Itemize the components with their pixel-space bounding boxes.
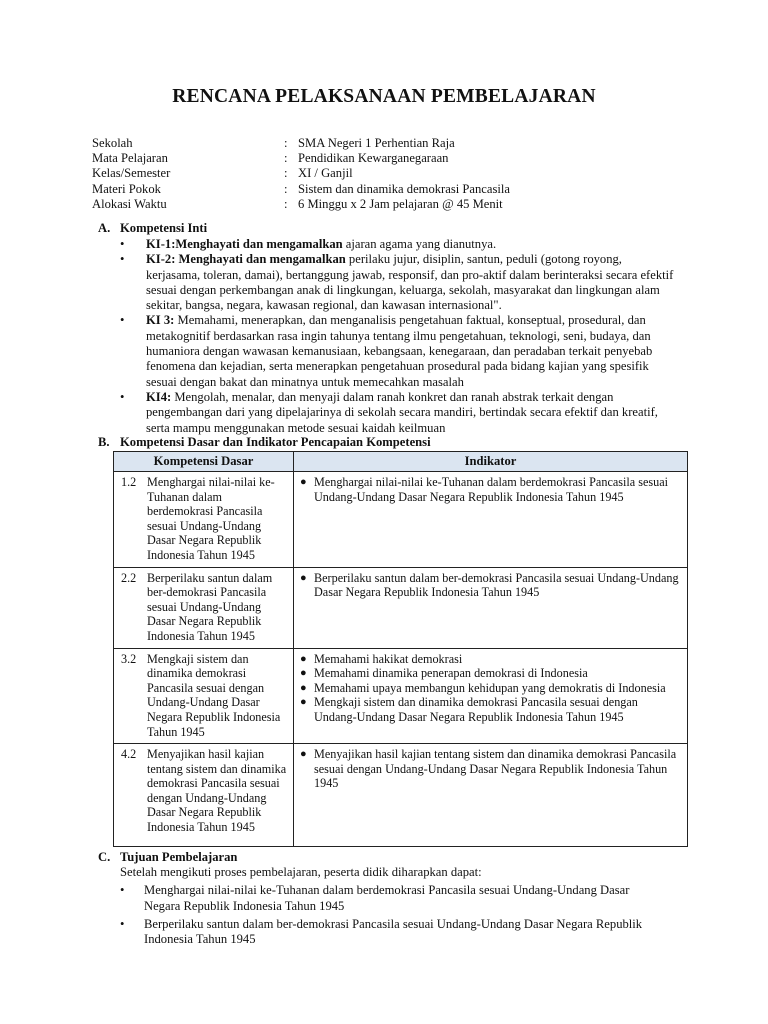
kd-number: 4.2	[121, 747, 137, 762]
meta-value: Pendidikan Kewarganegaraan	[298, 151, 449, 166]
meta-row-alokasi-waktu	[92, 197, 510, 212]
bullet-icon: •	[120, 252, 125, 267]
kd-number: 2.2	[121, 570, 137, 585]
list-item	[118, 313, 678, 389]
indikator-text: Menyajikan hasil kajian tentang sistem dan dinamika demokrasi Pancasila sesuai dengan Undang-Undang Dasar Negara Republik Indonesia Tahun 1945	[314, 747, 677, 791]
section-title: Tujuan Pembelajaran	[120, 850, 238, 864]
indikator-item	[298, 666, 683, 681]
list-item	[118, 252, 678, 313]
ki-text: Memahami, menerapkan, dan menganalisis pengetahuan faktual, konseptual, prosedural, dan metakognitif berdasarkan rasa ingin tahunya tentang ilmu pengetahuan, teknologi, seni, budaya, dan humaniora dengan wawasan kemanusiaan, kebangsaan, kenegaraan, dan peradaban terkait penyebab fenomena dan kejadian, serta menerapkan pengetahuan prosedural pada bidang kajian yang spesifik sesuai dengan bakat dan minatnya untuk memecahkan masalah	[146, 313, 653, 389]
indikator-text: Memahami upaya membangun kehidupan yang demokratis di Indonesia	[314, 680, 666, 695]
meta-label: Materi Pokok	[92, 181, 161, 196]
table-row	[114, 472, 688, 568]
ki-text: perilaku jujur, disiplin, santun, peduli (gotong royong, kerjasama, toleran, damai), bertanggung jawab, responsif, dan pro-aktif dalam berinteraksi secara efektif sesuai dengan perkembangan anak di lingkungan, keluarga, sekolah, masyarakat dan lingkungan alam sekitar, bangsa, negara, kawasan regional, dan kawasan internasional".	[146, 252, 674, 313]
bullet-icon: ●	[300, 667, 307, 680]
indikator-text: Memahami hakikat demokrasi	[314, 651, 463, 666]
kd-cell	[114, 567, 294, 648]
section-title: Kompetensi Dasar dan Indikator Pencapaian Kompetensi	[120, 435, 431, 449]
meta-value: SMA Negeri 1 Perhentian Raja	[298, 136, 455, 150]
kd-text: Mengkaji sistem dan dinamika demokrasi Pancasila sesuai dengan Undang-Undang Dasar Negara Republik Indonesia Tahun 1945	[147, 651, 281, 739]
ki-text: Mengolah, menalar, dan menyaji dalam ranah konkret dan ranah abstrak terkait dengan pengembangan dari yang dipelajarinya di sekolah secara mandiri, bertindak secara efektif dan kreatif, serta mampu menggunakan metode sesuai kaidah keilmuan	[146, 389, 658, 435]
section-b-heading	[98, 435, 431, 450]
bullet-icon: ●	[300, 652, 307, 665]
indikator-text: Berperilaku santun dalam ber-demokrasi Pancasila sesuai Undang-Undang Dasar Negara Republik Indonesia Tahun 1945	[314, 570, 679, 600]
meta-value: 6 Minggu x 2 Jam pelajaran @ 45 Menit	[298, 196, 503, 211]
meta-colon: :	[284, 151, 288, 166]
indikator-item	[298, 695, 683, 724]
table-header-row	[114, 452, 688, 472]
section-c-intro: Setelah mengikuti proses pembelajaran, peserta didik diharapkan dapat:	[120, 865, 482, 880]
ki-label: KI4:	[146, 389, 172, 404]
bullet-icon: ●	[300, 681, 307, 694]
kompetensi-table	[113, 451, 688, 847]
indikator-item	[298, 681, 683, 696]
column-header-indikator: Indikator	[294, 452, 688, 472]
indikator-text: Mengkaji sistem dan dinamika demokrasi Pancasila sesuai dengan Undang-Undang Dasar Negara Republik Indonesia Tahun 1945	[314, 695, 638, 724]
meta-row-sekolah	[92, 136, 510, 151]
meta-value: Sistem dan dinamika demokrasi Pancasila	[298, 181, 510, 196]
section-a-heading	[98, 221, 207, 236]
kd-number: 1.2	[121, 475, 137, 489]
indikator-text: Memahami dinamika penerapan demokrasi di Indonesia	[314, 666, 588, 681]
indikator-cell	[294, 567, 688, 648]
bullet-icon: •	[120, 313, 125, 328]
list-item	[118, 390, 678, 436]
section-c	[98, 850, 660, 947]
kd-number: 3.2	[121, 651, 137, 666]
table-row	[114, 648, 688, 744]
section-c-heading	[98, 850, 660, 865]
ki-label: KI-2: Menghayati dan mengamalkan	[146, 252, 346, 267]
meta-label: Alokasi Waktu	[92, 196, 167, 211]
kd-cell	[114, 648, 294, 744]
kd-text: Menghargai nilai-nilai ke-Tuhanan dalam berdemokrasi Pancasila sesuai Undang-Undang Dasar Negara Republik Indonesia Tahun 1945	[147, 475, 275, 562]
indikator-item	[298, 475, 683, 504]
indikator-cell	[294, 472, 688, 568]
meta-colon: :	[284, 166, 288, 181]
bullet-icon: •	[120, 883, 125, 898]
meta-label: Kelas/Semester	[92, 166, 171, 181]
tujuan-list	[120, 883, 660, 947]
list-item	[118, 237, 678, 252]
meta-colon: :	[284, 136, 288, 150]
kompetensi-inti-list	[118, 237, 678, 436]
meta-colon: :	[284, 196, 288, 211]
column-header-kompetensi-dasar: Kompetensi Dasar	[114, 452, 294, 472]
indikator-item	[298, 571, 683, 600]
ki-text: ajaran agama yang dianutnya.	[342, 237, 497, 251]
bullet-icon: ●	[300, 748, 307, 761]
list-item	[120, 917, 660, 947]
bullet-icon: ●	[300, 571, 307, 584]
tujuan-text: Berperilaku santun dalam ber-demokrasi Pancasila sesuai Undang-Undang Dasar Negara Republik Indonesia Tahun 1945	[144, 916, 643, 947]
meta-row-mata-pelajaran	[92, 151, 510, 166]
kd-cell	[114, 472, 294, 568]
kd-text: Menyajikan hasil kajian tentang sistem dan dinamika demokrasi Pancasila sesuai dengan Undang-Undang Dasar Negara Republik Indonesia Tahun 1945	[147, 747, 287, 835]
kd-cell	[114, 744, 294, 847]
tujuan-text: Menghargai nilai-nilai ke-Tuhanan dalam berdemokrasi Pancasila sesuai Undang-Undang Dasar Negara Republik Indonesia Tahun 1945	[144, 883, 630, 913]
meta-value: XI / Ganjil	[298, 166, 353, 181]
section-letter: B.	[98, 435, 110, 449]
kd-text: Berperilaku santun dalam ber-demokrasi Pancasila sesuai Undang-Undang Dasar Negara Republik Indonesia Tahun 1945	[147, 570, 273, 643]
indikator-item	[298, 652, 683, 667]
meta-label: Mata Pelajaran	[92, 151, 168, 166]
bullet-icon: •	[120, 389, 125, 404]
ki-label: KI 3:	[146, 313, 175, 328]
indikator-item	[298, 747, 683, 791]
indikator-cell	[294, 648, 688, 744]
bullet-icon: •	[120, 237, 125, 251]
bullet-icon: ●	[300, 696, 307, 709]
section-letter: C.	[98, 850, 111, 864]
identity-block	[92, 136, 510, 212]
section-title: Kompetensi Inti	[120, 221, 208, 235]
bullet-icon: ●	[300, 476, 307, 488]
section-letter: A.	[98, 221, 111, 235]
table-row	[114, 567, 688, 648]
list-item	[120, 883, 660, 913]
ki-label: KI-1:Menghayati dan mengamalkan	[146, 237, 343, 251]
document-title: RENCANA PELAKSANAAN PEMBELAJARAN	[172, 86, 596, 107]
meta-row-kelas-semester	[92, 166, 510, 181]
table-row	[114, 744, 688, 847]
indikator-cell	[294, 744, 688, 847]
meta-colon: :	[284, 181, 288, 196]
bullet-icon: •	[120, 916, 125, 931]
indikator-text: Menghargai nilai-nilai ke-Tuhanan dalam berdemokrasi Pancasila sesuai Undang-Undang Dasar Negara Republik Indonesia Tahun 1945	[314, 475, 669, 504]
meta-label: Sekolah	[92, 136, 133, 150]
meta-row-materi-pokok	[92, 182, 510, 197]
